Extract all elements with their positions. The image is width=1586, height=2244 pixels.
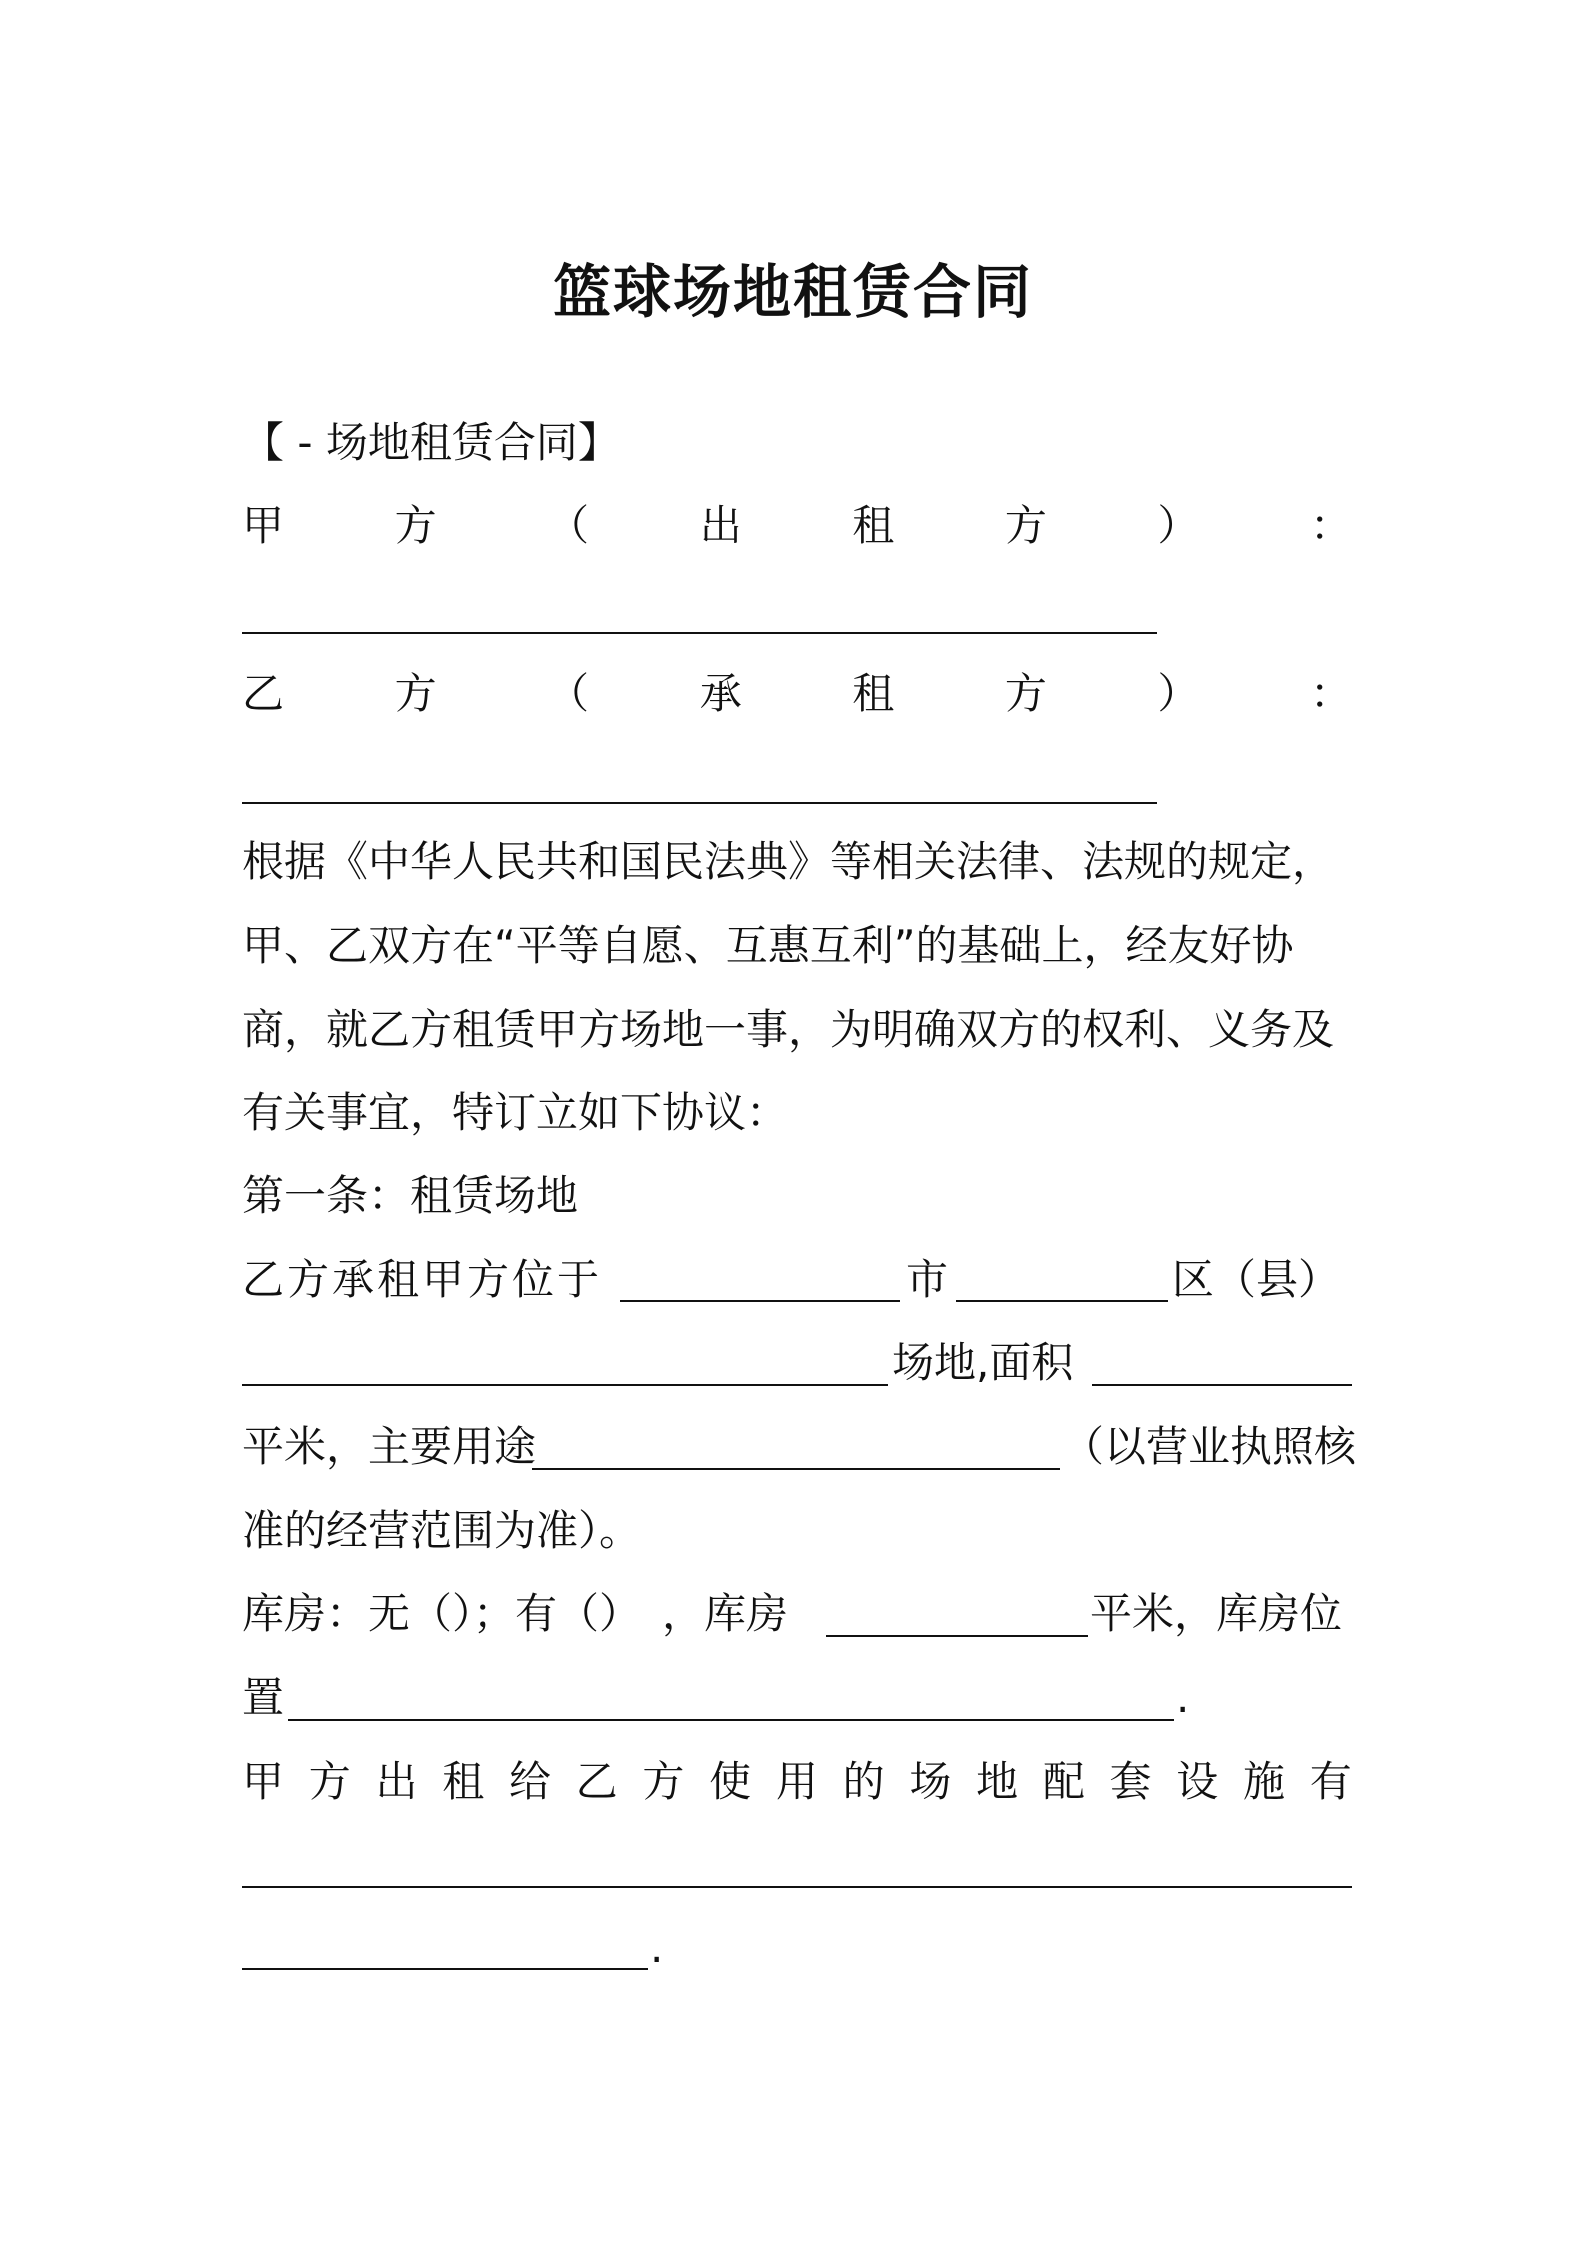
- party-b-char: 租: [852, 669, 895, 718]
- warehouse-options: 库房：无（）；有（） ，库房: [242, 1589, 789, 1638]
- party-a-char: （: [547, 501, 590, 550]
- period-1: .: [1176, 1673, 1190, 1722]
- facilities-char: 给: [508, 1757, 551, 1806]
- city-label: 市: [906, 1255, 949, 1304]
- facilities-char: 方: [308, 1757, 351, 1806]
- district-blank[interactable]: [956, 1300, 1168, 1302]
- party-a-blank[interactable]: [242, 632, 1157, 634]
- site-address-blank[interactable]: [242, 1384, 888, 1386]
- usage-note-end: 准的经营范围为准）。: [242, 1506, 642, 1555]
- facilities-char: 施: [1243, 1757, 1286, 1806]
- usage-label: 平米，主要用途: [242, 1422, 537, 1471]
- party-b-char: （: [547, 669, 590, 718]
- preamble-line-3: 商，就乙方租赁甲方场地一事，为明确双方的权利、义务及: [242, 1005, 1335, 1054]
- city-blank[interactable]: [620, 1300, 900, 1302]
- party-b-char: 方: [1004, 669, 1047, 718]
- facilities-char: 地: [976, 1757, 1019, 1806]
- facilities-char: 使: [709, 1757, 752, 1806]
- facilities-char: 方: [642, 1757, 685, 1806]
- party-b-label: [242, 664, 1352, 724]
- facilities-char: 配: [1042, 1757, 1085, 1806]
- facilities-blank-1[interactable]: [242, 1886, 1352, 1888]
- party-a-char: ）: [1157, 501, 1200, 550]
- subtitle: 【 - 场地租赁合同】: [242, 418, 620, 467]
- warehouse-position-blank[interactable]: [288, 1719, 1174, 1721]
- party-a-char: 出: [699, 501, 742, 550]
- party-a-char: ：: [1309, 501, 1352, 550]
- area-blank[interactable]: [1092, 1384, 1352, 1386]
- facilities-char: 乙: [575, 1757, 618, 1806]
- document-title: 篮球场地租赁合同: [552, 258, 1033, 326]
- facilities-char: 设: [1176, 1757, 1219, 1806]
- facilities-char: 场: [909, 1757, 952, 1806]
- usage-blank[interactable]: [532, 1468, 1060, 1470]
- facilities-char: 的: [842, 1757, 885, 1806]
- period-2: .: [650, 1923, 664, 1972]
- preamble-line-2: 甲、乙双方在“平等自愿、互惠互利”的基础上，经友好协: [242, 921, 1294, 970]
- warehouse-position-end: 置: [242, 1673, 285, 1722]
- party-b-blank[interactable]: [242, 802, 1157, 804]
- party-a-char: 方: [394, 501, 437, 550]
- location-prefix: 乙方承租甲方位于: [242, 1255, 603, 1304]
- article-1-heading: 第一条：租赁场地: [242, 1171, 579, 1220]
- facilities-label: [242, 1752, 1352, 1812]
- warehouse-position-label: 平米，库房位: [1090, 1589, 1343, 1638]
- party-b-char: 承: [699, 669, 742, 718]
- usage-note-start: （以营业执照核: [1062, 1422, 1357, 1471]
- party-a-char: 方: [1004, 501, 1047, 550]
- facilities-char: 用: [775, 1757, 818, 1806]
- facilities-blank-2[interactable]: [242, 1968, 648, 1970]
- warehouse-area-blank[interactable]: [826, 1635, 1088, 1637]
- preamble-line-4: 有关事宜，特订立如下协议：: [242, 1088, 789, 1137]
- party-b-char: ）: [1157, 669, 1200, 718]
- facilities-char: 出: [375, 1757, 418, 1806]
- party-b-char: ：: [1309, 669, 1352, 718]
- area-label: 场地,面积: [892, 1338, 1074, 1387]
- facilities-char: 有: [1309, 1757, 1352, 1806]
- facilities-char: 甲: [242, 1757, 285, 1806]
- facilities-char: 租: [442, 1757, 485, 1806]
- party-a-char: 甲: [242, 501, 285, 550]
- facilities-char: 套: [1109, 1757, 1152, 1806]
- party-a-label: [242, 496, 1352, 556]
- district-label: 区（县）: [1172, 1255, 1341, 1304]
- party-b-char: 方: [394, 669, 437, 718]
- preamble-line-1: 根据《中华人民共和国民法典》等相关法律、法规的规定，: [242, 837, 1335, 886]
- party-b-char: 乙: [242, 669, 285, 718]
- party-a-char: 租: [852, 501, 895, 550]
